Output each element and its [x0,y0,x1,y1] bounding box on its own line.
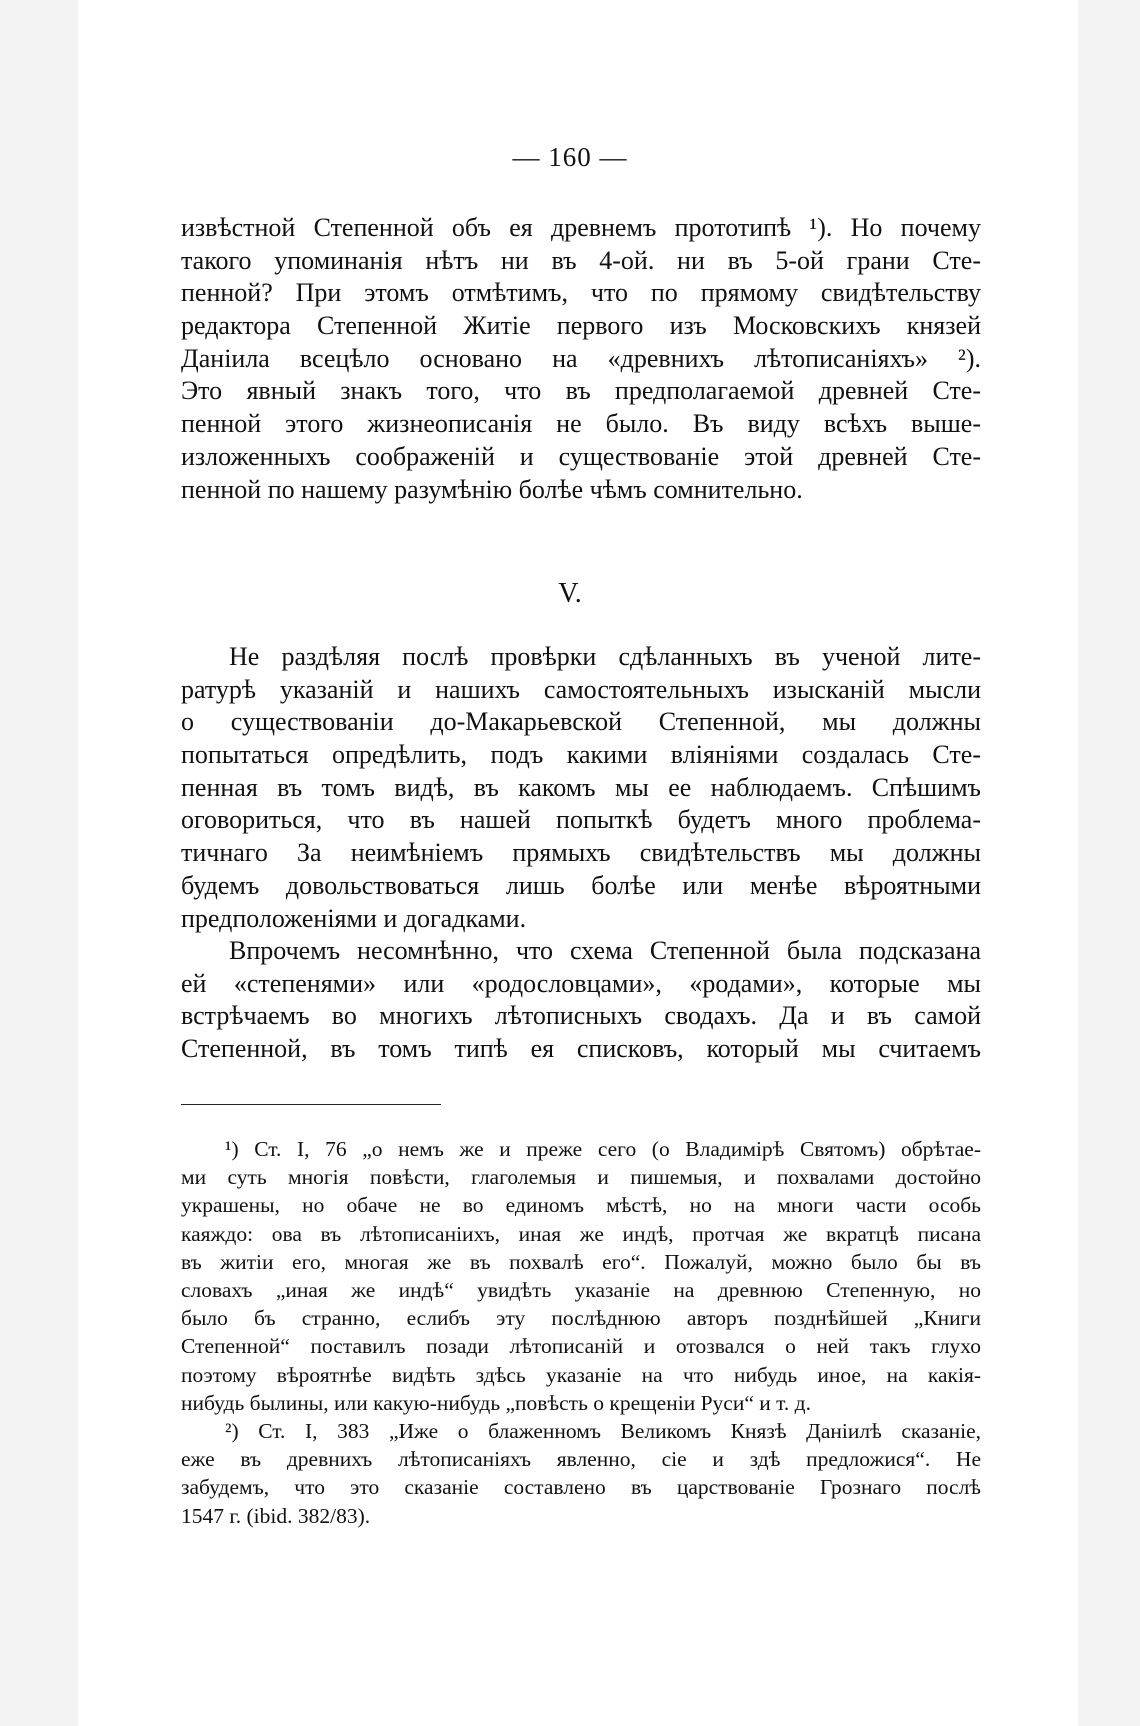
page-number: — 160 — [512,142,628,172]
text-line: Впрочемъ несомнѣнно, что схема Степенной была подсказана [229,936,981,965]
text-line: Степенной“ поставилъ позади лѣтописаній и отозвался о ней такъ глухо [181,1334,981,1359]
text-line: предположеніями и догадками. [181,903,527,933]
paragraph-3 [181,935,981,1066]
text-line: каяждо: ова въ лѣтописаніихъ, иная же индѣ, протчая же вкратцѣ писана [181,1221,981,1246]
text-line: пенной этого жизнеописанія не было. Въ виду всѣхъ выше- [181,409,981,439]
text-line: словахъ „иная же индѣ“ увидѣть указаніе на древнюю Степенную, но [181,1277,981,1302]
footnote-1 [181,1135,981,1417]
text-line: ¹) Ст. I, 76 „о немъ же и преже сего (о Владимірѣ Святомъ) обрѣтае- [225,1137,981,1161]
text-line: Не раздѣляя послѣ провѣрки сдѣланныхъ въ ученой лите- [229,642,981,671]
text-line: Это явный знакъ того, что въ предполагаемой древней Сте- [181,376,981,406]
text-line: забудемъ, что это сказаніе составлено въ царствованіе Грознаго послѣ [181,1475,981,1500]
text-line: ми суть многія повѣсти, глаголемыя и пишемыя, и похвалами достойно [181,1165,981,1190]
text-line: ²) Ст. I, 383 „Иже о блаженномъ Великомъ Князѣ Даніилѣ сказаніе, [225,1419,981,1443]
text-line: въ житіи его, многая же въ похвалѣ его“. Пожалуй, можно было бы въ [181,1249,981,1274]
text-line: поэтому вѣроятнѣе видѣть здѣсь указаніе на что нибудь иное, на какія- [181,1362,981,1387]
section-heading: V. [558,578,582,609]
text-line: будемъ довольствоваться лишь болѣе или менѣе вѣроятными [181,870,981,900]
text-line: оговориться, что въ нашей попыткѣ будетъ много проблема- [181,805,981,835]
text-line: такого упоминанія нѣтъ ни въ 4-ой. ни въ 5-ой грани Сте- [181,245,981,275]
text-line: попытаться опредѣлить, подъ какими вліяніями создалась Сте- [181,740,981,770]
text-line: встрѣчаемъ во многихъ лѣтописныхъ сводахъ. Да и въ самой [181,1001,981,1031]
text-line: Степенной, въ томъ типѣ ея списковъ, который мы считаемъ [181,1034,981,1064]
footnote-divider [181,1104,441,1105]
text-line: тичнаго За неимѣніемъ прямыхъ свидѣтельствъ мы должны [181,838,981,868]
paragraph-1 [181,212,981,506]
text-line: пенной по нашему разумѣнію болѣе чѣмъ сомнительно. [181,474,803,504]
text-line: 1547 г. (ibid. 382/83). [181,1503,371,1528]
text-line: еже въ древнихъ лѣтописаніяхъ явленно, сіе и здѣ предложися“. Не [181,1447,981,1472]
text-line: ей «степенями» или «родословцами», «родами», которые мы [181,968,981,998]
text-line: изложенныхъ соображеній и существованіе этой древней Сте- [181,441,981,471]
text-line: редактора Степенной Житіе первого изъ Московскихъ князей [181,311,981,341]
text-line: ратурѣ указаній и нашихъ самостоятельныхъ изысканій мысли [181,674,981,704]
text-line: было бъ странно, еслибъ эту послѣднюю авторъ позднѣйшей „Книги [181,1306,981,1331]
text-line: пенной? При этомъ отмѣтимъ, что по прямому свидѣтельству [181,278,981,308]
text-line: пенная въ томъ видѣ, въ какомъ мы ее наблюдаемъ. Спѣшимъ [181,772,981,802]
footnote-2 [181,1417,981,1530]
text-line: извѣстной Степенной объ ея древнемъ прототипѣ ¹). Но почему [181,213,981,242]
text-line: о существованіи до-Макарьевской Степенной, мы должны [181,707,981,737]
paragraph-2 [181,641,981,935]
text-line: украшены, но обаче не во единомъ мѣстѣ, но на многи части особь [181,1193,981,1218]
text-line: Даніила всецѣло основано на «древнихъ лѣтописаніяхъ» ²). [181,343,981,373]
text-line: нибудь былины, или какую-нибудь „повѣсть о крещеніи Руси“ и т. д. [181,1390,811,1415]
